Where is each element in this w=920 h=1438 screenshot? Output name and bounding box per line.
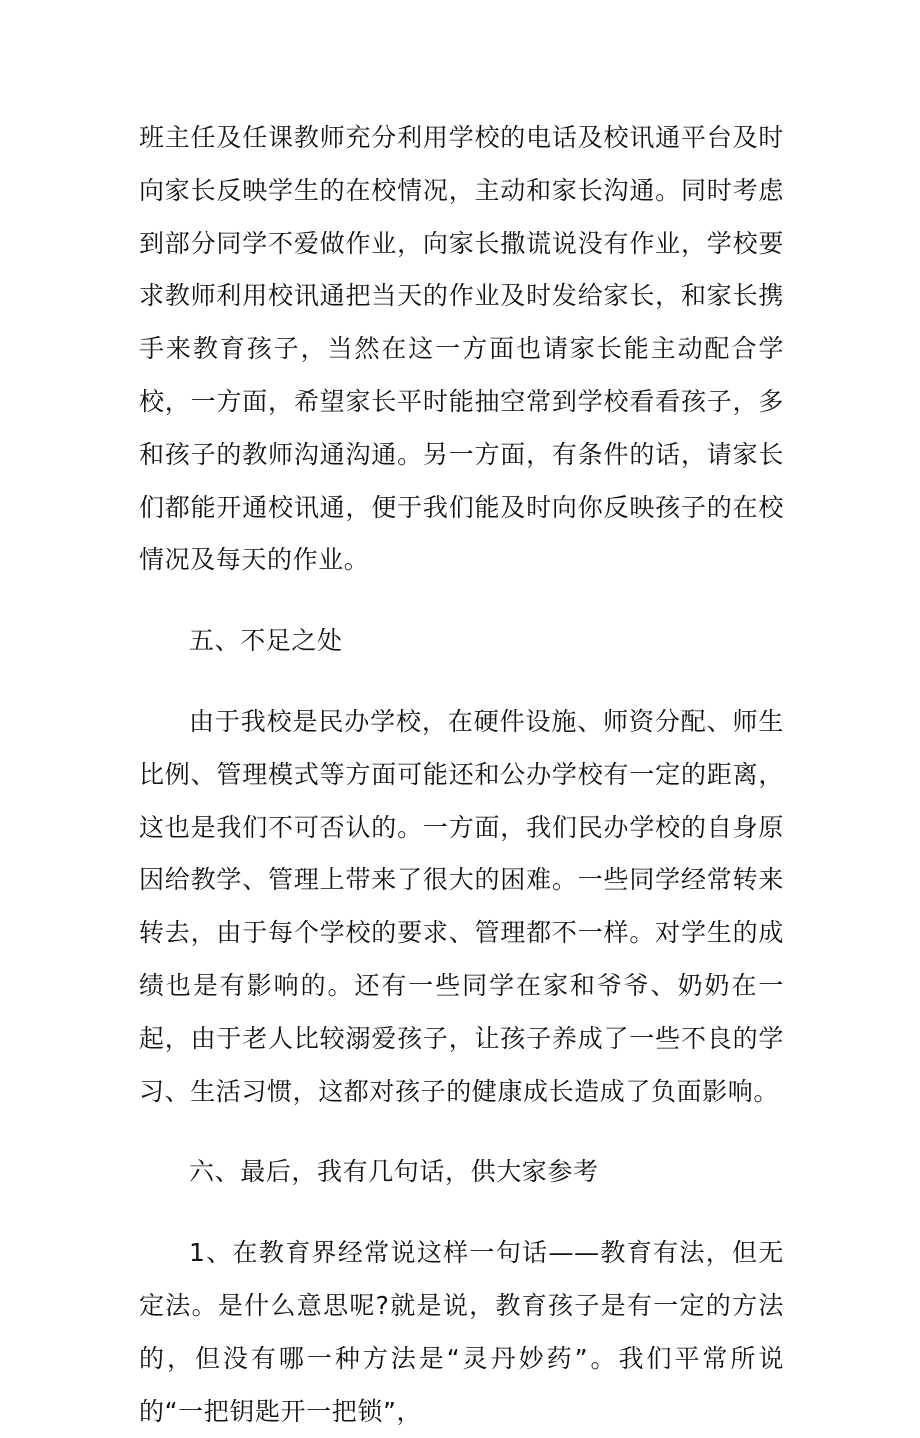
paragraph-education-method: 1、在教育界经常说这样一句话——教育有法，但无定法。是什么意思呢?就是说，教育孩子是有一定的方法的，但没有哪一种方法是“灵丹妙药”。我们平常所说的“一把钥匙开一把锁”， [139, 1238, 784, 1426]
paragraph-gap [139, 1199, 784, 1227]
paragraph-gap [139, 1118, 784, 1146]
section-heading-final-words: 六、最后，我有几句话，供大家参考 [189, 1157, 599, 1187]
paragraph-shortcomings: 由于我校是民办学校，在硬件设施、师资分配、师生比例、管理模式等方面可能还和公办学校有一定的距离，这也是我们不可否认的。一方面，我们民办学校的自身原因给教学、管理上带来了很大的困难。一些同学经常转来转去，由于每个学校的要求、管理都不一样。对学生的成绩也是有影响的。还有一些同学在家和爷爷、奶奶在一起，由于老人比较溺爱孩子，让孩子养成了一些不良的学习、生活习惯，这都对孩子的健康成长造成了负面影响。 [139, 706, 784, 1106]
paragraph-gap [139, 587, 784, 615]
section-heading-shortcomings: 五、不足之处 [189, 626, 343, 656]
paragraph-home-school-communication: 班主任及任课教师充分利用学校的电话及校讯通平台及时向家长反映学生的在校情况，主动和家长沟通。同时考虑到部分同学不爱做作业，向家长撒谎说没有作业，学校要求教师利用校讯通把当天的作业及时发给家长，和家长携手来教育孩子，当然在这一方面也请家长能主动配合学校，一方面，希望家长平时能抽空常到学校看看孩子，多和孩子的教师沟通沟通。另一方面，有条件的话，请家长们都能开通校讯通，便于我们能及时向你反映孩子的在校情况及每天的作业。 [139, 123, 784, 575]
paragraph-gap [139, 668, 784, 696]
document-body [139, 112, 784, 1438]
